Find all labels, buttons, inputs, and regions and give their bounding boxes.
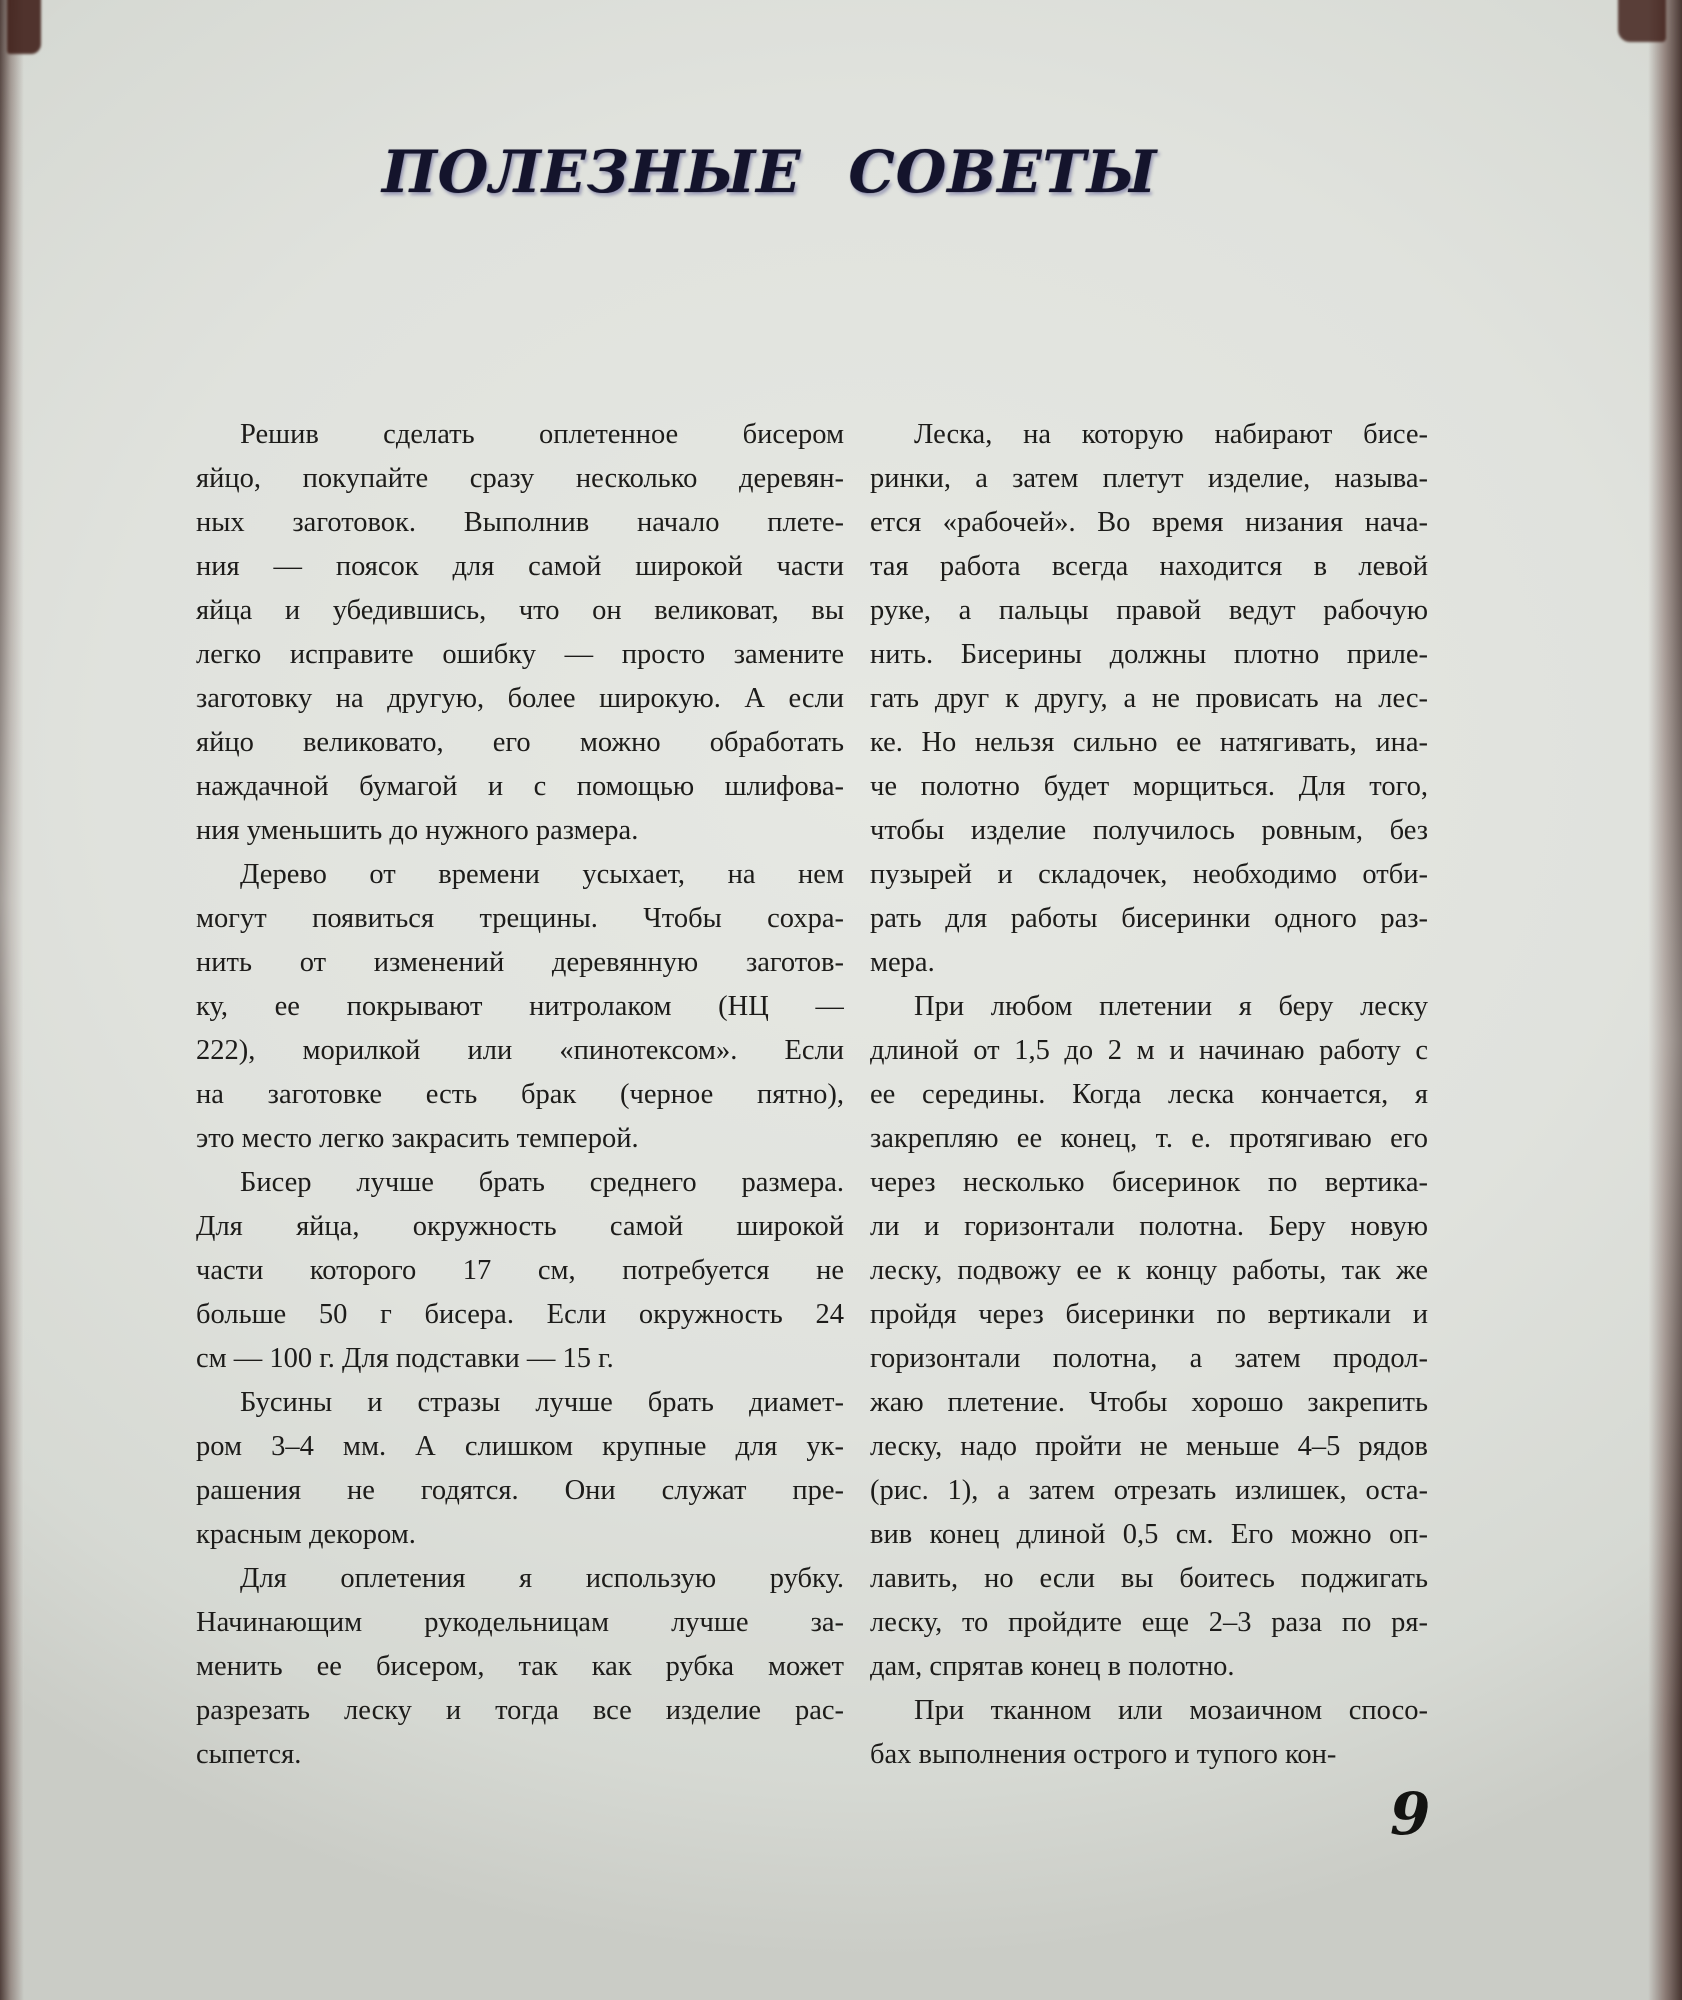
scan-artifact-top-right-corner (1618, 0, 1666, 42)
scan-artifact-left-edge (0, 0, 24, 2000)
paragraph: Леска, на которую набирают бисе- ринки, а затем плетут изделие, называ- ется «рабочей». Во время низания нача- тая работа всегда находится в левой руке, а пальцы правой ведут рабочую нить. Бисерины должны плотно приле- гать друг к другу, а не провисать на лес- ке. Но нельзя сильно ее натягивать, ина- че полотно будет морщиться. Для того, чтобы изделие получилось ровным, без пузырей и складочек, необходимо отби- рать для работы бисеринки одного раз- мера. (870, 419, 1428, 978)
paragraph: Дерево от времени усыхает, на нем могут появиться трещины. Чтобы сохра- нить от изменений деревянную заготов- ку, ее покрывают нитролаком (НЦ — 222), морилкой или «пинотексом». Если на заготовке есть брак (черное пятно), это место легко закрасить темперой. (196, 859, 844, 1154)
paragraph: При тканном или мозаичном спосо- бах выполнения острого и тупого кон- (870, 1695, 1428, 1770)
page-title: ПОЛЕЗНЫЕ СОВЕТЫ (382, 138, 1158, 206)
paragraph: Для оплетения я использую рубку. Начинающим рукодельницам лучше за- менить ее бисером, так как рубка может разрезать леску и тогда все изделие рас- сыпется. (196, 1563, 844, 1770)
paragraph: При любом плетении я беру леску длиной от 1,5 до 2 м и начинаю работу с ее середины. Когда леска кончается, я закрепляю ее конец, т. е. протягиваю его через несколько бисеринок по вертика- ли и горизонтали полотна. Беру новую леску, подвожу ее к концу работы, так же пройдя через бисеринки по вертикали и горизонтали полотна, а затем продол- жаю плетение. Чтобы хорошо закрепить леску, надо пройти не меньше 4–5 рядов (рис. 1), а затем отрезать излишек, оста- вив конец длиной 0,5 см. Его можно оп- лавить, но если вы боитесь поджигать леску, то пройдите еще 2–3 раза по ря- дам, спрятав конец в полотно. (870, 991, 1428, 1682)
scan-artifact-top-left-corner (7, 0, 41, 54)
page-number: 9 (1390, 1780, 1431, 1848)
right-text-column (870, 413, 1428, 1777)
left-text-column (196, 413, 844, 1777)
paragraph: Бусины и стразы лучше брать диамет- ром 3–4 мм. А слишком крупные для ук- рашения не годятся. Они служат пре- красным декором. (196, 1387, 844, 1550)
scan-artifact-right-edge (1648, 0, 1682, 2000)
paragraph: Бисер лучше брать среднего размера. Для яйца, окружность самой широкой части которого 17 см, потребуется не больше 50 г бисера. Если окружность 24 см — 100 г. Для подставки — 15 г. (196, 1167, 844, 1374)
text-columns (196, 413, 1428, 1777)
paragraph: Решив сделать оплетенное бисером яйцо, покупайте сразу несколько деревян- ных заготовок. Выполнив начало плете- ния — поясок для самой широкой части яйца и убедившись, что он великоват, вы легко исправите ошибку — просто замените заготовку на другую, более широкую. А если яйцо великовато, его можно обработать наждачной бумагой и с помощью шлифова- ния уменьшить до нужного размера. (196, 419, 844, 846)
